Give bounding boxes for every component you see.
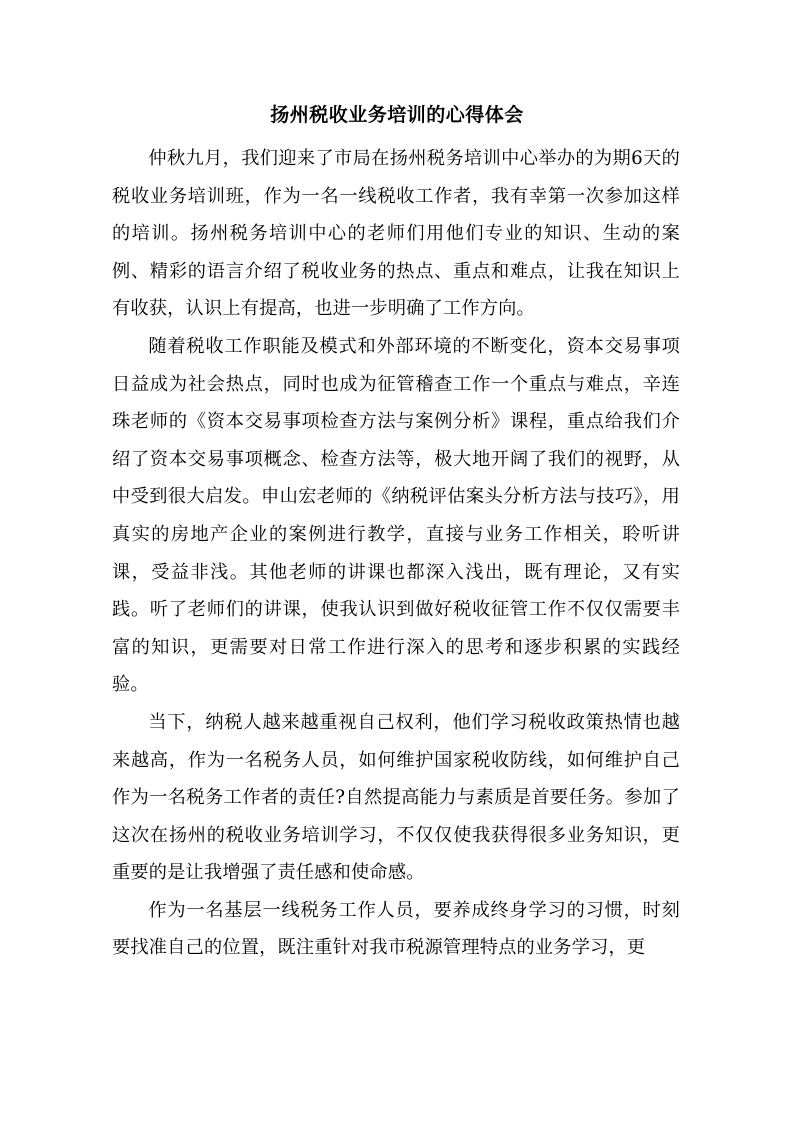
- document-title: 扬州税收业务培训的心得体会: [270, 104, 524, 126]
- document-body: [112, 140, 680, 967]
- paragraph-2: 随着税收工作职能及模式和外部环境的不断变化，资本交易事项日益成为社会热点，同时也成为征管稽查工作一个重点与难点，辛连珠老师的《资本交易事项检查方法与案例分析》课程，重点给我们介绍了资本交易事项概念、检查方法等，极大地开阔了我们的视野，从中受到很大启发。申山宏老师的《纳税评估案头分析方法与技巧》，用真实的房地产企业的案例进行教学，直接与业务工作相关，聆听讲课，受益非浅。其他老师的讲课也都深入浅出，既有理论，又有实践。听了老师们的讲课，使我认识到做好税收征管工作不仅仅需要丰富的知识，更需要对日常工作进行深入的思考和逐步积累的实践经验。: [112, 335, 680, 696]
- paragraph-1: 仲秋九月，我们迎来了市局在扬州税务培训中心举办的为期6天的税收业务培训班，作为一名一线税收工作者，我有幸第一次参加这样的培训。扬州税务培训中心的老师们用他们专业的知识、生动的案例、精彩的语言介绍了税收业务的热点、重点和难点，让我在知识上有收获，认识上有提高，也进一步明确了工作方向。: [112, 148, 680, 320]
- paragraph-4: 作为一名基层一线税务工作人员，要养成终身学习的习惯，时刻要找准自己的位置，既注重针对我市税源管理特点的业务学习，更: [112, 899, 680, 959]
- paragraph-3: 当下，纳税人越来越重视自己权利，他们学习税收政策热情也越来越高，作为一名税务人员，如何维护国家税收防线，如何维护自己作为一名税务工作者的责任?自然提高能力与素质是首要任务。参加了这次在扬州的税收业务培训学习，不仅仅使我获得很多业务知识，更重要的是让我增强了责任感和使命感。: [112, 711, 680, 884]
